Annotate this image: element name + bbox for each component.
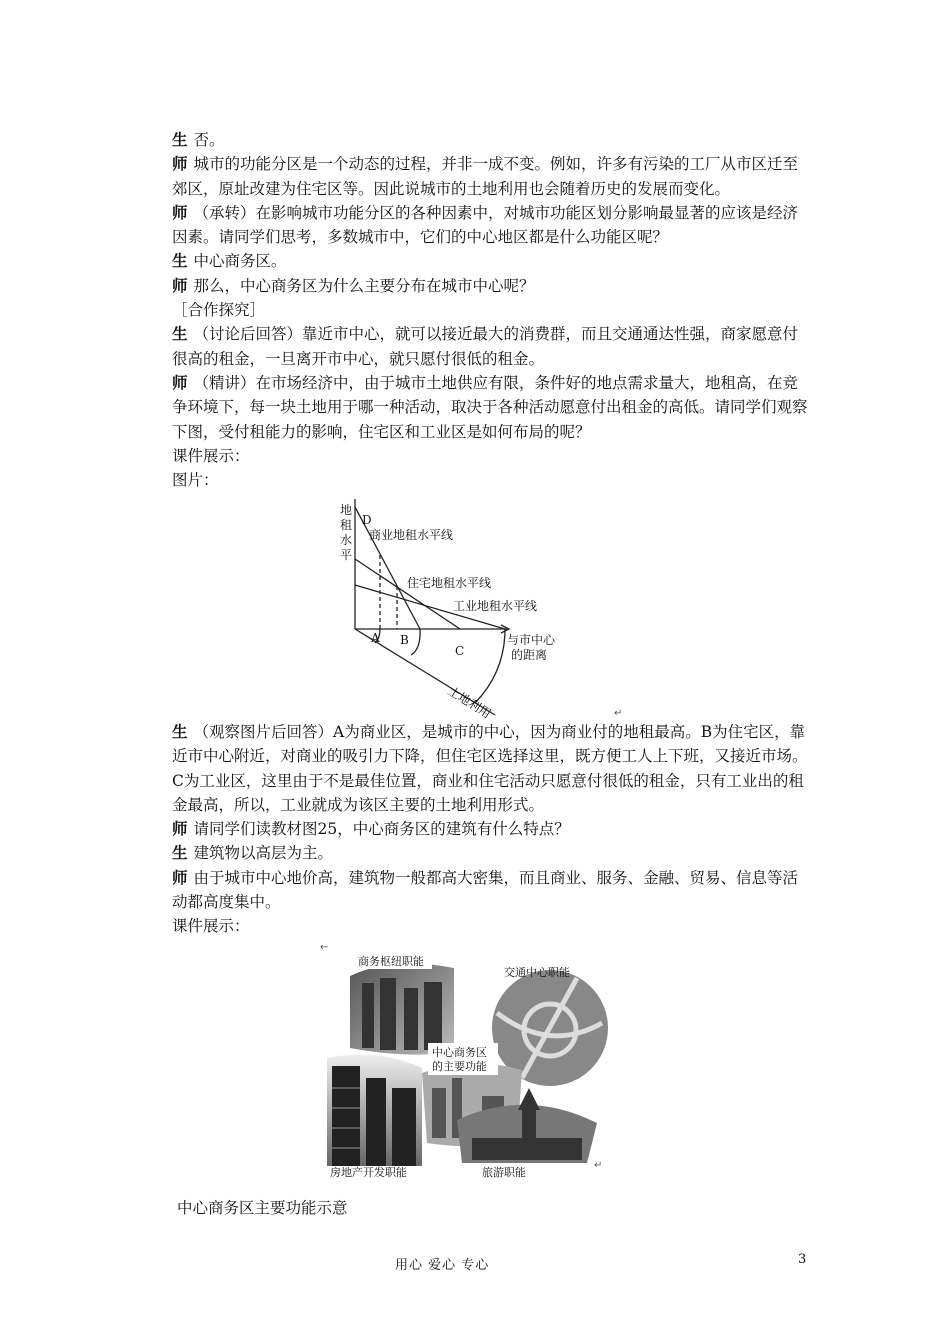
paragraph-text: 中心商务区。 <box>193 252 287 271</box>
label-cbd-2: 的主要功能 <box>432 1060 487 1073</box>
plaza <box>472 1138 582 1160</box>
label-business: 商务枢纽职能 <box>358 955 424 968</box>
paragraph <box>172 249 812 273</box>
paragraph <box>172 128 812 152</box>
speaker-label: 生 <box>172 843 188 863</box>
x-axis-label-2: 的距离 <box>511 648 548 662</box>
figure-caption: 中心商务区主要功能示意 <box>177 1199 348 1217</box>
paragraph <box>172 322 812 371</box>
zone-c-label: C <box>455 644 465 658</box>
speaker-label: 师 <box>172 867 188 887</box>
paragraph <box>172 841 812 865</box>
building <box>392 1088 416 1166</box>
zone-a-label: A <box>371 631 380 645</box>
paragraph-text: 课件展示： <box>172 446 250 465</box>
building <box>366 1078 386 1166</box>
paragraph-text: （观察图片后回答）A为商业区，是城市的中心，因为商业付的地租最高。B为住宅区，靠近市中心附近，对商业的吸引力下降，但住宅区选择这里，既方便工人上下班，又接近市场。C为工业区，这里由于不是最佳位置，商业和住宅活动只愿意付很低的租金，只有工业出的租金最高，所以，工业就成为该区主要的土地利用形式。 <box>172 723 808 814</box>
paragraph <box>172 866 812 915</box>
return-mark-icon: ↵ <box>614 708 623 719</box>
body-text <box>172 128 812 492</box>
label-tourism: 旅游职能 <box>482 1166 526 1178</box>
left-arrow-icon: ← <box>320 942 329 953</box>
paragraph-text: 否。 <box>193 131 225 149</box>
paragraph-text: ［合作探究］ <box>172 301 266 320</box>
residential-line-label: 住宅地租水平线 <box>407 576 492 590</box>
zone-b-label: B <box>400 633 409 647</box>
y-axis-label-2: 租 <box>340 518 353 532</box>
tower <box>404 988 418 1050</box>
speaker-label: 师 <box>172 819 188 839</box>
tower <box>380 978 396 1050</box>
paragraph <box>172 468 812 492</box>
page-number: 3 <box>798 1252 807 1267</box>
y-axis-label-4: 平 <box>340 548 353 562</box>
paragraph <box>172 152 812 201</box>
speaker-label: 师 <box>172 275 188 295</box>
paragraph-text: 课件展示： <box>172 917 250 936</box>
paragraph <box>172 274 812 298</box>
speaker-label: 生 <box>172 130 188 149</box>
paragraph-text: （承转）在影响城市功能分区的各种因素中，对城市功能区划分影响最显著的应该是经济因素。请同学们思考，多数城市中，它们的中心地区都是什么功能区呢？ <box>172 203 799 247</box>
y-axis-label-1: 地 <box>340 503 353 517</box>
residential-rent-line <box>355 559 460 629</box>
paragraph-text: （讨论后回答）靠近市中心，就可以接近最大的消费群，而且交通通达性强，商家愿意付很高的租金，一旦离开市中心，就只愿付很低的租金。 <box>172 325 799 368</box>
label-transport: 交通中心职能 <box>504 966 570 979</box>
land-rent-diagram <box>335 497 570 722</box>
paragraph <box>172 444 812 468</box>
speaker-label: 师 <box>172 372 188 392</box>
tower <box>424 982 442 1050</box>
tower <box>362 983 374 1048</box>
label-cbd-1: 中心商务区 <box>432 1046 487 1059</box>
building <box>432 1088 446 1138</box>
x-axis-label-1: 与市中心 <box>507 633 556 647</box>
speaker-label: 生 <box>172 722 188 741</box>
paragraph-text: 建筑物以高层为主。 <box>193 844 334 863</box>
label-real-estate: 房地产开发职能 <box>330 1166 407 1178</box>
building <box>332 1066 360 1166</box>
speaker-label: 生 <box>172 251 188 271</box>
paragraph-text: （精讲）在市场经济中，由于城市土地供应有限，条件好的地点需求量大，地租高，在竞争环境下，每一块土地用于哪一种活动，取决于各种活动愿意付出租金的高低。请同学们观察下图，受付租能力的影响，住宅区和工业区是如何布局的呢？ <box>172 373 808 441</box>
tower-top <box>518 1088 540 1110</box>
speaker-label: 生 <box>172 324 188 344</box>
paragraph-text: 城市的功能分区是一个动态的过程，并非一成不变。例如，许多有污染的工厂从市区迁至郊区，原址改建为住宅区等。因此说城市的土地利用也会随着历史的发展而变化。 <box>172 155 799 198</box>
paragraph <box>172 201 812 250</box>
cbd-functions-collage <box>322 938 612 1178</box>
industrial-line-label: 工业地租水平线 <box>453 599 538 613</box>
land-use-label: 土地利用 <box>445 683 494 721</box>
paragraph-text: 请同学们读教材图25，中心商务区的建筑有什么特点？ <box>193 820 570 839</box>
zone-arc-c <box>475 629 505 703</box>
page-footer: 用心 爱心 专心 <box>395 1258 490 1273</box>
speaker-label: 师 <box>172 154 188 174</box>
speaker-label: 师 <box>172 202 188 222</box>
commercial-line-label: 商业地租水平线 <box>369 528 454 542</box>
paragraph <box>172 720 812 817</box>
y-axis-label-3: 水 <box>340 533 353 547</box>
paragraph <box>172 817 812 841</box>
paragraph <box>172 371 812 444</box>
paragraph-text: 那么，中心商务区为什么主要分布在城市中心呢？ <box>193 276 535 295</box>
paragraph-text: 由于城市中心地价高，建筑物一般都高大密集，而且商业、服务、金融、贸易、信息等活动都高度集中。 <box>172 868 799 912</box>
zone-arc-b <box>411 629 420 655</box>
paragraph <box>172 914 812 938</box>
label-d: D <box>362 513 372 527</box>
section-label <box>172 298 812 322</box>
body-text-2 <box>172 720 812 939</box>
return-mark-icon: ↵ <box>594 1160 603 1171</box>
paragraph-text: 图片： <box>172 471 219 490</box>
